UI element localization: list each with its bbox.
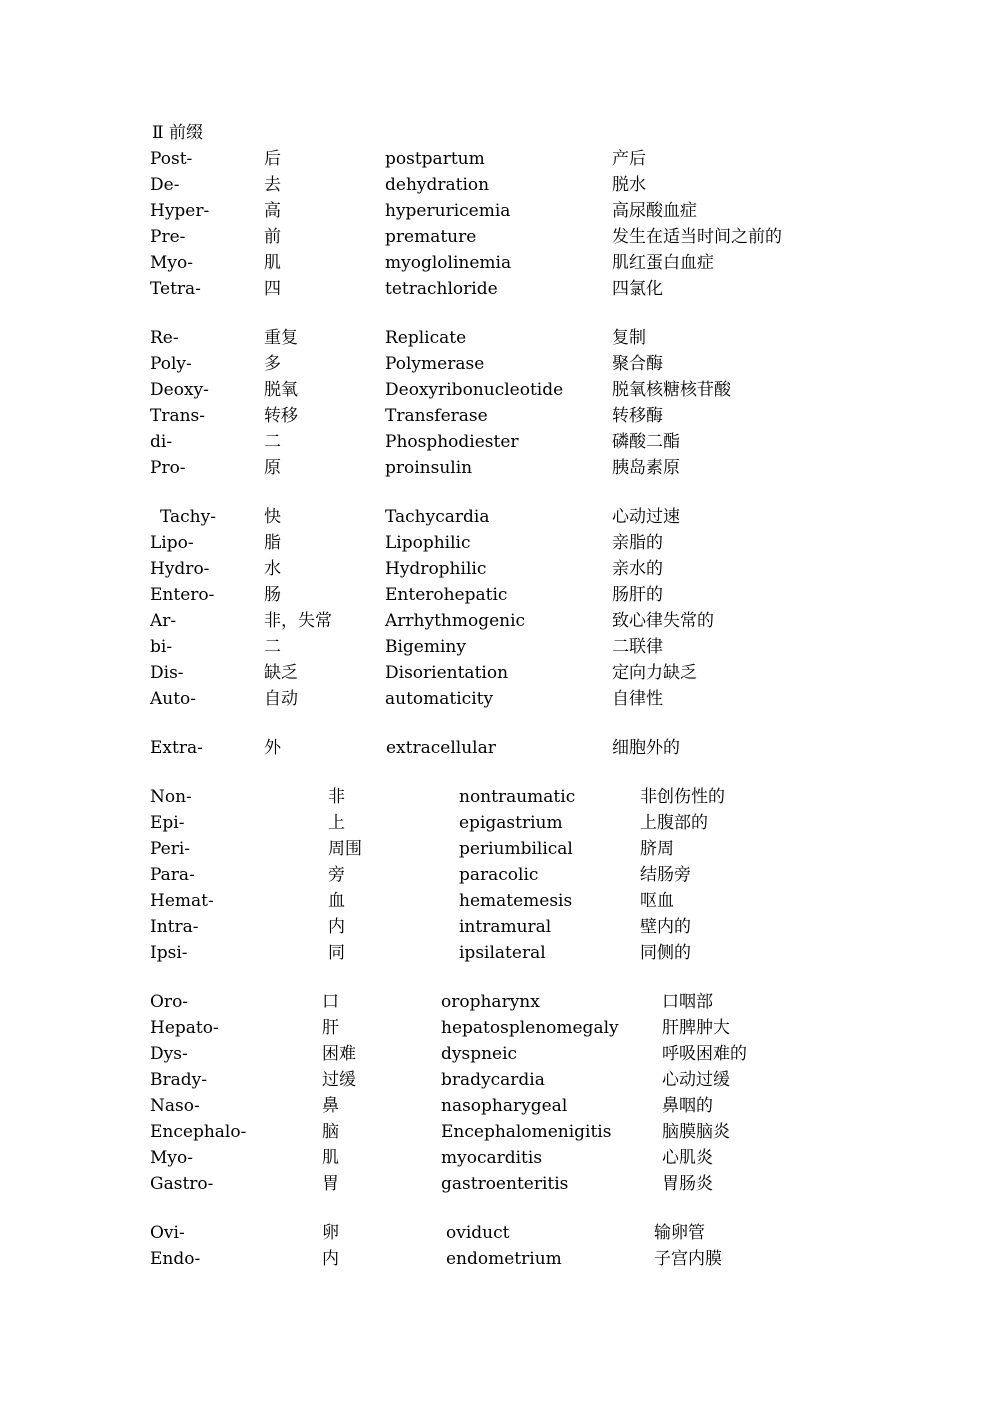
term-cell: Arrhythmogenic bbox=[385, 611, 526, 631]
table-row bbox=[0, 277, 992, 301]
prefix-cell: Post- bbox=[150, 149, 193, 169]
meaning-cell: 肌 bbox=[264, 253, 281, 273]
meaning-cell: 卵 bbox=[322, 1223, 339, 1243]
meaning-cell: 肠 bbox=[264, 585, 281, 605]
prefix-cell: Hemat- bbox=[150, 891, 214, 911]
meaning-cell: 原 bbox=[264, 458, 281, 478]
meaning-cell: 内 bbox=[328, 917, 345, 937]
table-row bbox=[0, 1146, 992, 1170]
table-row bbox=[0, 863, 992, 887]
translation-cell: 呼吸困难的 bbox=[662, 1044, 747, 1064]
table-row bbox=[0, 1247, 992, 1271]
table-row bbox=[0, 1094, 992, 1118]
prefix-cell: di- bbox=[150, 432, 173, 452]
prefix-cell: Pro- bbox=[150, 458, 186, 478]
term-cell: paracolic bbox=[459, 865, 539, 885]
prefix-cell: Myo- bbox=[150, 1148, 193, 1168]
table-row bbox=[0, 352, 992, 376]
prefix-cell: Encephalo- bbox=[150, 1122, 247, 1142]
translation-cell: 胰岛素原 bbox=[612, 458, 680, 478]
table-row bbox=[0, 687, 992, 711]
prefix-cell: Hydro- bbox=[150, 559, 210, 579]
translation-cell: 肝脾肿大 bbox=[662, 1018, 730, 1038]
meaning-cell: 二 bbox=[264, 432, 281, 452]
term-cell: gastroenteritis bbox=[441, 1174, 569, 1194]
table-row bbox=[0, 661, 992, 685]
translation-cell: 脑膜脑炎 bbox=[662, 1122, 730, 1142]
table-row bbox=[0, 199, 992, 223]
prefix-cell: Peri- bbox=[150, 839, 191, 859]
term-cell: oviduct bbox=[446, 1223, 510, 1243]
table-row bbox=[0, 531, 992, 555]
meaning-cell: 脂 bbox=[264, 533, 281, 553]
prefix-cell: Myo- bbox=[150, 253, 193, 273]
translation-cell: 非创伤性的 bbox=[640, 787, 725, 807]
prefix-cell: Hyper- bbox=[150, 201, 210, 221]
table-row bbox=[0, 941, 992, 965]
term-cell: Bigeminy bbox=[385, 637, 466, 657]
term-cell: hematemesis bbox=[459, 891, 573, 911]
translation-cell: 自律性 bbox=[612, 689, 663, 709]
table-row bbox=[0, 326, 992, 350]
table-row bbox=[0, 889, 992, 913]
table-row bbox=[0, 173, 992, 197]
term-cell: dyspneic bbox=[441, 1044, 518, 1064]
term-cell: myoglolinemia bbox=[385, 253, 512, 273]
term-cell: Enterohepatic bbox=[385, 585, 508, 605]
translation-cell: 脐周 bbox=[640, 839, 674, 859]
translation-cell: 发生在适当时间之前的 bbox=[612, 227, 782, 247]
meaning-cell: 去 bbox=[264, 175, 281, 195]
meaning-cell: 自动 bbox=[264, 689, 298, 709]
prefix-cell: Ipsi- bbox=[150, 943, 188, 963]
meaning-cell: 外 bbox=[264, 738, 281, 758]
table-row bbox=[0, 736, 992, 760]
prefix-cell: Trans- bbox=[150, 406, 206, 426]
term-cell: ipsilateral bbox=[459, 943, 546, 963]
translation-cell: 胃肠炎 bbox=[662, 1174, 713, 1194]
translation-cell: 细胞外的 bbox=[612, 738, 680, 758]
table-row bbox=[0, 1221, 992, 1245]
term-cell: Lipophilic bbox=[385, 533, 471, 553]
meaning-cell: 血 bbox=[328, 891, 345, 911]
prefix-cell: bi- bbox=[150, 637, 173, 657]
translation-cell: 产后 bbox=[612, 149, 646, 169]
prefix-cell: Extra- bbox=[150, 738, 203, 758]
table-row bbox=[0, 635, 992, 659]
translation-cell: 壁内的 bbox=[640, 917, 691, 937]
meaning-cell: 转移 bbox=[264, 406, 298, 426]
table-row bbox=[0, 378, 992, 402]
meaning-cell: 困难 bbox=[322, 1044, 356, 1064]
prefix-cell: Naso- bbox=[150, 1096, 200, 1116]
translation-cell: 口咽部 bbox=[662, 992, 713, 1012]
translation-cell: 心动过缓 bbox=[662, 1070, 730, 1090]
translation-cell: 结肠旁 bbox=[640, 865, 691, 885]
prefix-cell: De- bbox=[150, 175, 180, 195]
table-row bbox=[0, 505, 992, 529]
term-cell: periumbilical bbox=[459, 839, 573, 859]
prefix-cell: Hepato- bbox=[150, 1018, 219, 1038]
term-cell: Replicate bbox=[385, 328, 467, 348]
term-cell: premature bbox=[385, 227, 477, 247]
term-cell: proinsulin bbox=[385, 458, 473, 478]
translation-cell: 聚合酶 bbox=[612, 354, 663, 374]
translation-cell: 上腹部的 bbox=[640, 813, 708, 833]
term-cell: extracellular bbox=[386, 738, 496, 758]
translation-cell: 脱水 bbox=[612, 175, 646, 195]
table-row bbox=[0, 583, 992, 607]
translation-cell: 肠肝的 bbox=[612, 585, 663, 605]
table-row bbox=[0, 1016, 992, 1040]
term-cell: intramural bbox=[459, 917, 552, 937]
table-row bbox=[0, 811, 992, 835]
table-row bbox=[0, 557, 992, 581]
prefix-cell: Tachy- bbox=[160, 507, 216, 527]
meaning-cell: 肝 bbox=[322, 1018, 339, 1038]
term-cell: Phosphodiester bbox=[385, 432, 519, 452]
section-title: Ⅱ 前缀 bbox=[152, 123, 203, 143]
translation-cell: 鼻咽的 bbox=[662, 1096, 713, 1116]
term-cell: epigastrium bbox=[459, 813, 563, 833]
term-cell: Hydrophilic bbox=[385, 559, 487, 579]
meaning-cell: 非，失常 bbox=[264, 611, 332, 631]
meaning-cell: 同 bbox=[328, 943, 345, 963]
prefix-cell: Ar- bbox=[150, 611, 177, 631]
translation-cell: 亲水的 bbox=[612, 559, 663, 579]
table-row bbox=[0, 837, 992, 861]
meaning-cell: 口 bbox=[322, 992, 339, 1012]
meaning-cell: 周围 bbox=[328, 839, 362, 859]
prefix-cell: Deoxy- bbox=[150, 380, 209, 400]
meaning-cell: 重复 bbox=[264, 328, 298, 348]
translation-cell: 同侧的 bbox=[640, 943, 691, 963]
prefix-cell: Pre- bbox=[150, 227, 186, 247]
term-cell: Tachycardia bbox=[385, 507, 490, 527]
translation-cell: 四氯化 bbox=[612, 279, 663, 299]
meaning-cell: 胃 bbox=[322, 1174, 339, 1194]
table-row bbox=[0, 990, 992, 1014]
term-cell: nontraumatic bbox=[459, 787, 576, 807]
meaning-cell: 四 bbox=[264, 279, 281, 299]
meaning-cell: 二 bbox=[264, 637, 281, 657]
table-row bbox=[0, 1068, 992, 1092]
translation-cell: 亲脂的 bbox=[612, 533, 663, 553]
translation-cell: 呕血 bbox=[640, 891, 674, 911]
table-row bbox=[0, 1042, 992, 1066]
table-row bbox=[0, 225, 992, 249]
translation-cell: 输卵管 bbox=[654, 1223, 705, 1243]
prefix-cell: Intra- bbox=[150, 917, 199, 937]
prefix-cell: Para- bbox=[150, 865, 195, 885]
meaning-cell: 旁 bbox=[328, 865, 345, 885]
term-cell: tetrachloride bbox=[385, 279, 498, 299]
meaning-cell: 前 bbox=[264, 227, 281, 247]
translation-cell: 肌红蛋白血症 bbox=[612, 253, 714, 273]
translation-cell: 心肌炎 bbox=[662, 1148, 713, 1168]
term-cell: Deoxyribonucleotide bbox=[385, 380, 564, 400]
prefix-cell: Poly- bbox=[150, 354, 192, 374]
translation-cell: 高尿酸血症 bbox=[612, 201, 697, 221]
prefix-cell: Epi- bbox=[150, 813, 185, 833]
term-cell: bradycardia bbox=[441, 1070, 545, 1090]
prefix-cell: Re- bbox=[150, 328, 179, 348]
table-row bbox=[0, 404, 992, 428]
table-row bbox=[0, 456, 992, 480]
table-row bbox=[0, 1172, 992, 1196]
prefix-cell: Entero- bbox=[150, 585, 215, 605]
prefix-cell: Oro- bbox=[150, 992, 189, 1012]
prefix-cell: Non- bbox=[150, 787, 192, 807]
term-cell: oropharynx bbox=[441, 992, 540, 1012]
term-cell: postpartum bbox=[385, 149, 485, 169]
prefix-cell: Dis- bbox=[150, 663, 184, 683]
meaning-cell: 非 bbox=[328, 787, 345, 807]
meaning-cell: 肌 bbox=[322, 1148, 339, 1168]
meaning-cell: 过缓 bbox=[322, 1070, 356, 1090]
term-cell: nasopharygeal bbox=[441, 1096, 568, 1116]
table-row bbox=[0, 430, 992, 454]
term-cell: dehydration bbox=[385, 175, 490, 195]
meaning-cell: 高 bbox=[264, 201, 281, 221]
meaning-cell: 水 bbox=[264, 559, 281, 579]
table-row bbox=[0, 251, 992, 275]
meaning-cell: 脑 bbox=[322, 1122, 339, 1142]
table-row bbox=[0, 785, 992, 809]
translation-cell: 二联律 bbox=[612, 637, 663, 657]
prefix-cell: Tetra- bbox=[150, 279, 201, 299]
table-row bbox=[0, 915, 992, 939]
table-row bbox=[0, 1120, 992, 1144]
term-cell: endometrium bbox=[446, 1249, 562, 1269]
meaning-cell: 脱氧 bbox=[264, 380, 298, 400]
table-row bbox=[0, 609, 992, 633]
meaning-cell: 内 bbox=[322, 1249, 339, 1269]
term-cell: Encephalomenigitis bbox=[441, 1122, 612, 1142]
meaning-cell: 多 bbox=[264, 354, 281, 374]
prefix-cell: Gastro- bbox=[150, 1174, 214, 1194]
translation-cell: 心动过速 bbox=[612, 507, 680, 527]
translation-cell: 转移酶 bbox=[612, 406, 663, 426]
term-cell: hepatosplenomegaly bbox=[441, 1018, 619, 1038]
meaning-cell: 上 bbox=[328, 813, 345, 833]
translation-cell: 脱氧核糖核苷酸 bbox=[612, 380, 731, 400]
term-cell: automaticity bbox=[385, 689, 494, 709]
translation-cell: 致心律失常的 bbox=[612, 611, 714, 631]
meaning-cell: 后 bbox=[264, 149, 281, 169]
prefix-cell: Auto- bbox=[150, 689, 197, 709]
term-cell: hyperuricemia bbox=[385, 201, 511, 221]
prefix-cell: Brady- bbox=[150, 1070, 207, 1090]
prefix-cell: Endo- bbox=[150, 1249, 201, 1269]
term-cell: myocarditis bbox=[441, 1148, 543, 1168]
translation-cell: 磷酸二酯 bbox=[612, 432, 680, 452]
translation-cell: 定向力缺乏 bbox=[612, 663, 697, 683]
term-cell: Transferase bbox=[385, 406, 488, 426]
term-cell: Disorientation bbox=[385, 663, 509, 683]
term-cell: Polymerase bbox=[385, 354, 485, 374]
translation-cell: 复制 bbox=[612, 328, 646, 348]
prefix-cell: Lipo- bbox=[150, 533, 194, 553]
meaning-cell: 快 bbox=[264, 507, 281, 527]
translation-cell: 子宫内膜 bbox=[654, 1249, 722, 1269]
meaning-cell: 缺乏 bbox=[264, 663, 298, 683]
meaning-cell: 鼻 bbox=[322, 1096, 339, 1116]
table-row bbox=[0, 147, 992, 171]
prefix-cell: Dys- bbox=[150, 1044, 188, 1064]
prefix-cell: Ovi- bbox=[150, 1223, 185, 1243]
